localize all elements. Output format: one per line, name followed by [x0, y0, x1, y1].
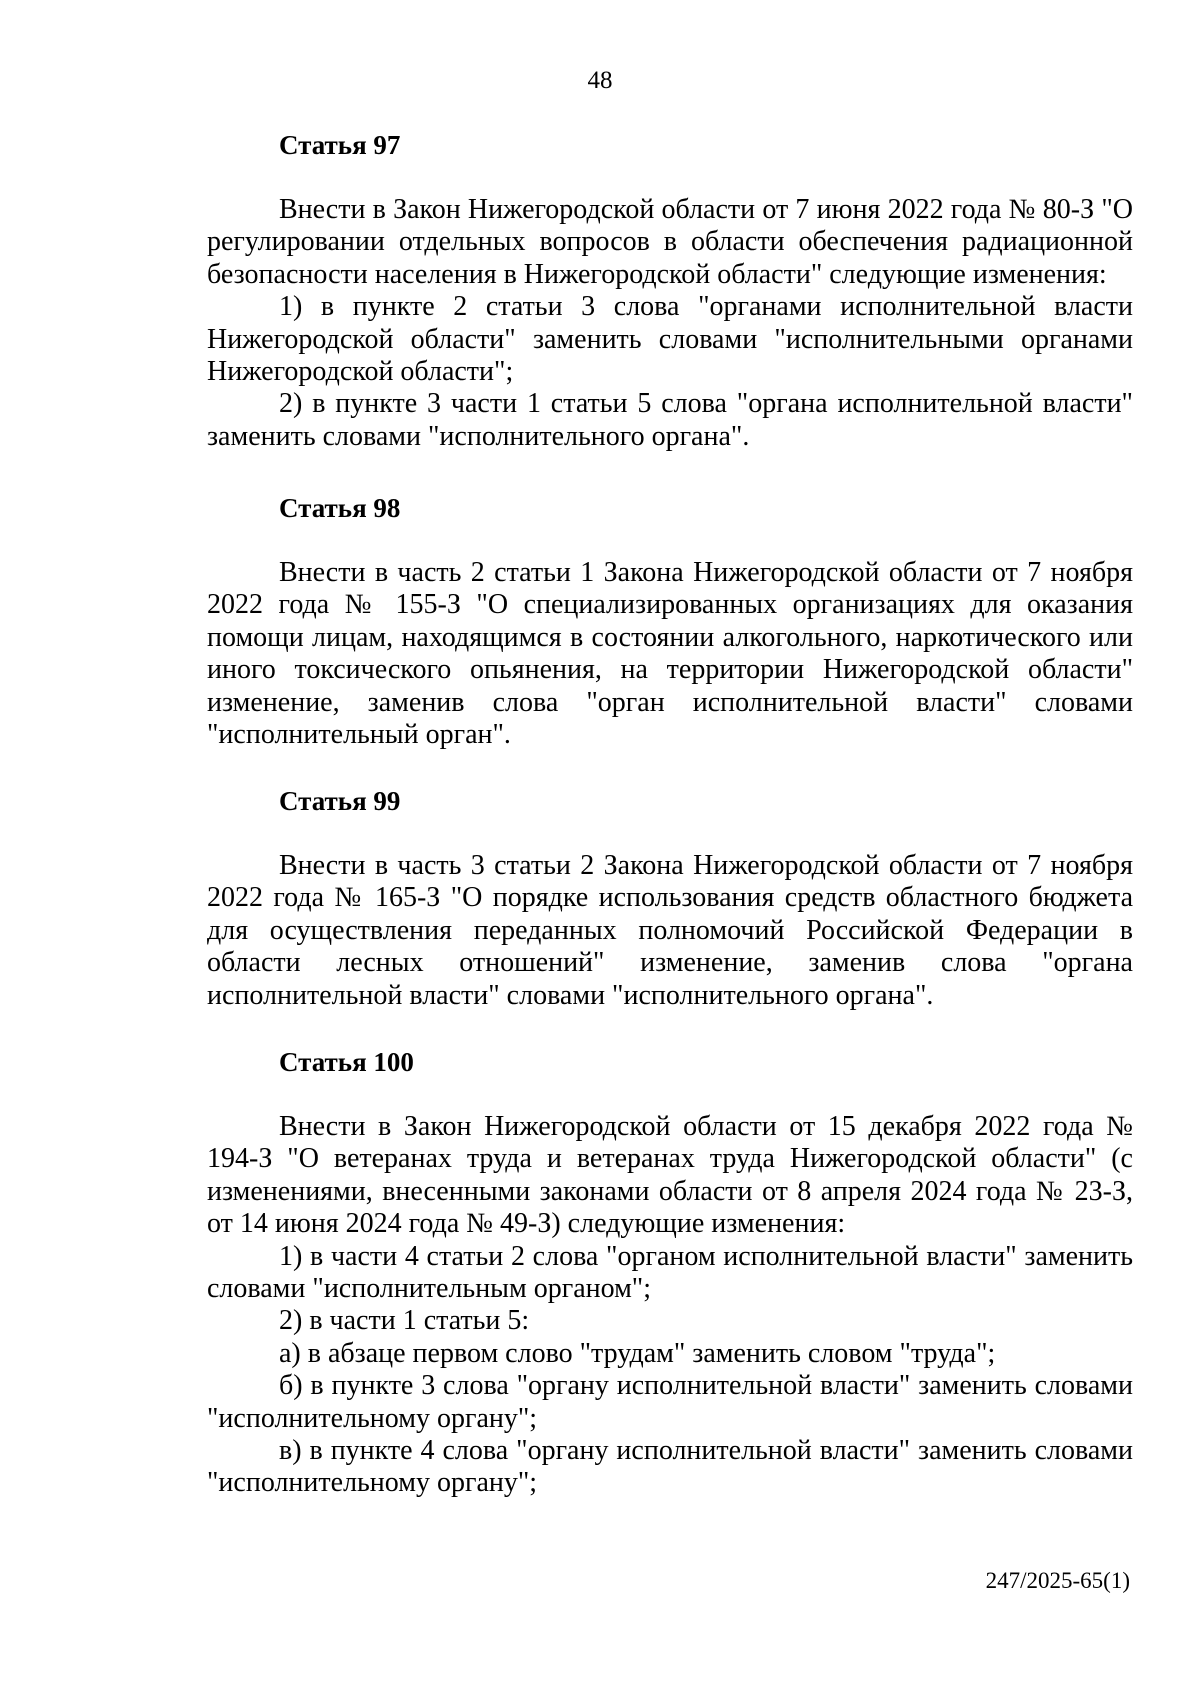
article-paragraph: Внести в Закон Нижегородской области от 7 июня 2022 года № 80-З "О регулировании отдельных вопросов в области обеспечения радиационной безопасности населения в Нижегородской области" следующие изменения: [207, 194, 1133, 290]
article-body [207, 1111, 1133, 1500]
article-paragraph: Внести в часть 3 статьи 2 Закона Нижегородской области от 7 ноября 2022 года № 165-З "О порядке использования средств областного бюджета для осуществления переданных полномочий Российской Федерации в области лесных отношений" изменение, заменив слова "органа исполнительной власти" словами "исполнительного органа". [207, 850, 1133, 1011]
article-paragraph: в) в пункте 4 слова "органу исполнительной власти" заменить словами "исполнительному органу"; [207, 1435, 1133, 1499]
article-body [207, 557, 1133, 751]
article-title: Статья 100 [279, 1047, 414, 1077]
article-98 [207, 493, 1133, 751]
article-paragraph: 2) в пункте 3 части 1 статьи 5 слова "органа исполнительной власти" заменить словами "исполнительного органа". [207, 388, 1133, 452]
article-paragraph: Внести в Закон Нижегородской области от 15 декабря 2022 года № 194-З "О ветеранах труда и ветеранах труда Нижегородской области" (с изменениями, внесенными законами области от 8 апреля 2024 года № 23-З, от 14 июня 2024 года № 49-З) следующие изменения: [207, 1111, 1133, 1240]
article-100 [207, 1047, 1133, 1500]
article-title: Статья 98 [279, 493, 401, 523]
article-97 [207, 130, 1133, 453]
article-paragraph: 1) в пункте 2 статьи 3 слова "органами исполнительной власти Нижегородской области" заменить словами "исполнительными органами Нижегородской области"; [207, 291, 1133, 388]
article-99 [207, 786, 1133, 1012]
article-paragraph: 1) в части 4 статьи 2 слова "органом исполнительной власти" заменить словами "исполнительным органом"; [207, 1240, 1133, 1305]
article-body [207, 194, 1133, 453]
article-body [207, 850, 1133, 1012]
page-number: 48 [587, 67, 613, 94]
article-paragraph: б) в пункте 3 слова "органу исполнительной власти" заменить словами "исполнительному органу"; [207, 1370, 1133, 1434]
document-code: 247/2025-65(1) [985, 1568, 1130, 1593]
article-paragraph: 2) в части 1 статьи 5: [279, 1305, 530, 1337]
article-title: Статья 99 [279, 786, 401, 816]
article-paragraph: а) в абзаце первом слово "трудам" заменить словом "труда"; [279, 1337, 996, 1369]
article-title: Статья 97 [279, 130, 401, 160]
article-paragraph: Внести в часть 2 статьи 1 Закона Нижегородской области от 7 ноября 2022 года № 155-З "О специализированных организациях для оказания помощи лицам, находящимся в состоянии алкогольного, наркотического или иного токсического опьянения, на территории Нижегородской области" изменение, заменив слова "орган исполнительной власти" словами "исполнительный орган". [207, 557, 1133, 751]
